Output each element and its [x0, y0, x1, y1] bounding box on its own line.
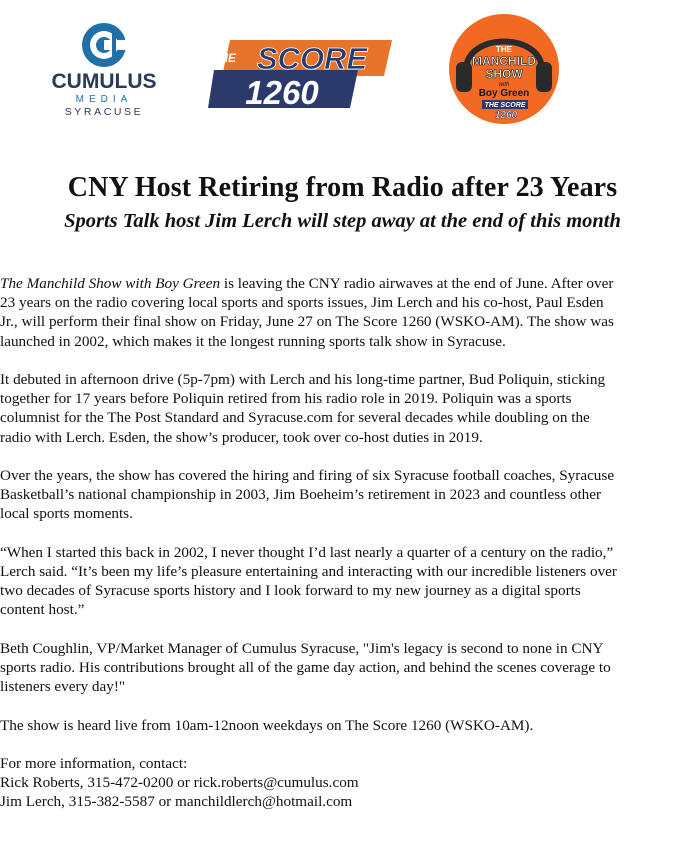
manchild-show-label: SHOW — [485, 67, 523, 81]
cumulus-syracuse-label: SYRACUSE — [64, 106, 144, 118]
paragraph-schedule — [0, 716, 680, 735]
paragraph-coughlin-quote — [0, 639, 680, 697]
show-title: The Manchild Show with Boy Green — [0, 275, 221, 292]
paragraph-line: Jr., will perform their final show on Friday, June 27 on The Score 1260 (WSKO-AM). The show was — [0, 313, 614, 331]
paragraph-line: 23 years on the radio covering local sports and sports issues, Jim Lerch and his co-host, Paul Esden — [0, 294, 604, 312]
paragraph-line: Beth Coughlin, VP/Market Manager of Cumulus Syracuse, "Jim's legacy is second to none in CNY — [0, 639, 604, 657]
cumulus-wordmark: CUMULUS — [51, 70, 157, 93]
article-body — [0, 274, 680, 812]
paragraph-line: The show is heard live from 10am-12noon weekdays on The Score 1260 (WSKO-AM). — [0, 716, 534, 734]
manchild-the-label: THE — [496, 45, 512, 54]
paragraph-intro — [0, 274, 680, 351]
paragraph-lerch-quote — [0, 543, 680, 620]
paragraph-line: Over the years, the show has covered the hiring and firing of six Syracuse football coaches, Syracuse — [0, 467, 615, 484]
paragraph-line: local sports moments. — [0, 505, 133, 523]
contact-block — [0, 754, 680, 812]
manchild-title: MANCHILD — [472, 54, 536, 68]
paragraph-line: “When I started this back in 2002, I never thought I’d last nearly a quarter of a century on the radio,” — [0, 543, 614, 561]
score-the-label: THE — [212, 51, 236, 65]
paragraph-line: together for 17 years before Poliquin retired from his radio role in 2019. Poliquin was a sports — [0, 390, 572, 408]
contact-row-rick-roberts: Rick Roberts, 315-472-0200 or rick.roberts@cumulus.com — [0, 774, 359, 792]
manchild-boy-green-label: Boy Green — [478, 88, 530, 99]
paragraph-line: Lerch said. “It’s been my life’s pleasure entertaining and interacting with our incredible listeners over — [0, 563, 617, 580]
paragraph-line: columnist for the The Post Standard and Syracuse.com for several decades while doubling on the — [0, 409, 590, 427]
score-wordmark: SCORE — [256, 41, 368, 76]
press-release-headline: CNY Host Retiring from Radio after 23 Years — [67, 172, 618, 203]
paragraph-line: launched in 2002, which makes it the longest running sports talk show in Syracuse. — [0, 332, 506, 350]
score-frequency: 1260 — [245, 74, 319, 110]
manchild-with-label: with — [498, 82, 510, 88]
the-score-1260-logo — [208, 36, 394, 110]
contact-row-jim-lerch: Jim Lerch, 315-382-5587 or manchildlerch@hotmail.com — [0, 793, 353, 811]
paragraph-line: listeners every day!" — [0, 678, 126, 696]
paragraph-line: two decades of Syracuse sports history and I look forward to my new journey as a digital sports — [0, 582, 581, 600]
manchild-score-label: THE SCORE — [484, 102, 526, 109]
cumulus-media-logo — [48, 18, 160, 118]
cumulus-media-label: MEDIA — [75, 94, 133, 105]
paragraph-coverage — [0, 466, 680, 524]
logo-banner — [0, 0, 685, 140]
paragraph-line: sports radio. His contributions brought all of the game day action, and behind the scenes coverage to — [0, 659, 611, 676]
paragraph-line: content host.” — [0, 601, 85, 619]
paragraph-line: It debuted in afternoon drive (5p-7pm) with Lerch and his long-time partner, Bud Poliquin, sticking — [0, 371, 606, 388]
press-release-subhead: Sports Talk host Jim Lerch will step away at the end of this month — [64, 210, 621, 232]
paragraph-line: Basketball’s national championship in 2003, Jim Boeheim’s retirement in 2023 and countless other — [0, 486, 602, 504]
manchild-frequency: 1260 — [494, 110, 518, 121]
contact-heading: For more information, contact: — [0, 754, 188, 772]
paragraph-line: The Manchild Show with Boy Green is leaving the CNY radio airwaves at the end of June. After over — [0, 275, 614, 292]
manchild-show-logo — [444, 12, 564, 126]
paragraph-line: radio with Lerch. Esden, the show’s producer, took over co-host duties in 2019. — [0, 428, 483, 446]
paragraph-history — [0, 370, 680, 447]
